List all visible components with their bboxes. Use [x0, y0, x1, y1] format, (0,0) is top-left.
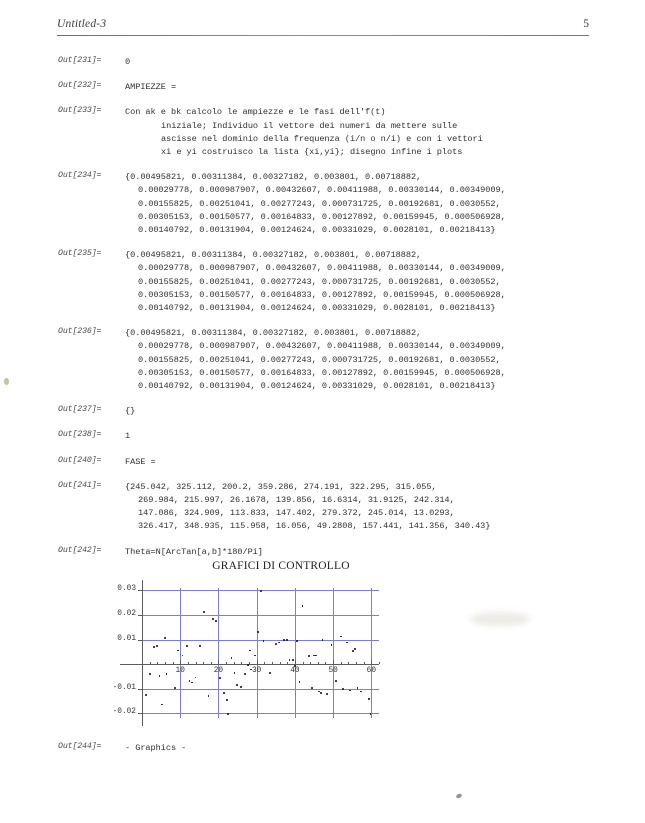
output-cell [0, 546, 645, 559]
data-point [342, 688, 344, 690]
data-point [249, 650, 251, 652]
y-axis-label: 0.03 [117, 585, 136, 594]
cell-line: 0.00305153, 0.00150577, 0.00164833, 0.00127892, 0.00159945, 0.000506928, [138, 211, 506, 222]
data-point [278, 642, 280, 644]
document-title: Untitled-3 [57, 18, 107, 30]
cell-line: xi e yi costruisco la lista {xi,yi}; disegno infine i plots [161, 147, 463, 158]
cell-label: Out[236]= [58, 327, 102, 337]
y-axis-label: 0.01 [117, 634, 136, 643]
data-point [182, 655, 184, 657]
output-cell [0, 56, 645, 69]
x-axis-label: 10 [175, 667, 185, 676]
data-point [156, 645, 158, 647]
cell-content: - Graphics - [125, 743, 187, 753]
data-point [292, 659, 294, 661]
cell-line: 0.00029778, 0.000987907, 0.00432607, 0.00411988, 0.00330144, 0.00349009, [138, 341, 506, 352]
output-cell [0, 456, 645, 469]
cell-line: 0.00155825, 0.00251041, 0.00277243, 0.000731725, 0.00192681, 0.0030552, [138, 198, 501, 209]
data-point [289, 659, 291, 661]
header-divider [57, 35, 589, 36]
output-cell [0, 481, 645, 534]
data-point [149, 673, 151, 675]
cell-content [125, 106, 645, 159]
y-axis [142, 580, 143, 726]
data-point [215, 620, 217, 622]
data-point [286, 639, 288, 641]
cell-line: 0 [125, 57, 131, 67]
output-cell [0, 249, 645, 315]
data-point [308, 655, 310, 657]
page-header [57, 18, 589, 40]
output-cell [0, 81, 645, 94]
data-point [296, 640, 298, 642]
data-point [302, 605, 304, 607]
data-point [159, 675, 161, 677]
output-cell [0, 430, 645, 443]
cell-content [125, 171, 645, 237]
data-point [257, 631, 259, 633]
data-point [153, 646, 155, 648]
cell-content [125, 249, 645, 315]
cell-line: 269.984, 215.997, 26.1678, 139.856, 16.6314, 31.9125, 242.314, [138, 495, 455, 506]
output-cell [0, 327, 645, 393]
cell-line: 0.00140792, 0.00131904, 0.00124624, 0.00331029, 0.0028101, 0.00218413} [138, 225, 496, 236]
gridline-vertical [295, 588, 296, 718]
cell-label: Out[240]= [58, 455, 102, 465]
cell-line: Theta=N[ArcTan[a,b]*180/Pi] [125, 546, 263, 557]
cell-line: AMPIEZZE = [125, 82, 177, 93]
chart-title: GRAFICI DI CONTROLLO [212, 560, 350, 572]
data-point [208, 695, 210, 697]
cell-line: 147.086, 324.909, 113.833, 147.402, 279.372, 245.014, 13.0293, [138, 508, 455, 519]
gridline-vertical [218, 588, 219, 718]
cell-label: Out[234]= [58, 171, 102, 181]
cell-content [125, 481, 645, 534]
data-point [236, 684, 238, 686]
cell-content [125, 546, 645, 559]
x-axis-minor-tick [379, 662, 380, 664]
x-axis-label: 50 [328, 667, 338, 676]
cell-label: Out[231]= [58, 56, 102, 65]
data-point [166, 673, 168, 675]
x-axis-label: 40 [290, 667, 300, 676]
data-point [231, 657, 233, 659]
cell-content [125, 405, 645, 418]
cell-content [125, 56, 645, 69]
cell-line: {} [125, 406, 136, 417]
cell-line: 0.00305153, 0.00150577, 0.00164833, 0.00127892, 0.00159945, 0.000506928, [138, 289, 506, 300]
data-point [247, 664, 249, 666]
cell-line: 0.00155825, 0.00251041, 0.00277243, 0.000731725, 0.00192681, 0.0030552, [138, 276, 501, 287]
data-point [340, 636, 342, 638]
data-point [199, 645, 201, 647]
cell-content [125, 456, 645, 469]
cell-line: 326.417, 348.935, 115.958, 16.056, 49.2808, 157.441, 141.356, 340.43} [138, 521, 491, 532]
cell-content [125, 327, 645, 393]
x-axis-label: 20 [213, 667, 224, 676]
cell-line: Con ak e bk calcolo le ampiezze e le fasi dell'f(t) [125, 107, 386, 118]
cell-line: {245.042, 325.112, 200.2, 359.286, 274.191, 322.295, 315.055, [125, 481, 437, 492]
data-point [186, 645, 188, 647]
y-axis-label: 0.02 [117, 609, 136, 618]
data-point [145, 694, 147, 696]
data-point [177, 650, 179, 652]
data-point [294, 665, 296, 667]
cell-label: Out[242]= [58, 545, 102, 555]
x-axis [120, 664, 379, 665]
cell-label: Out[238]= [58, 430, 102, 440]
data-point [368, 698, 370, 700]
cell-content [125, 81, 645, 94]
y-axis-label: -0.01 [112, 683, 136, 692]
gridline-vertical [257, 588, 258, 718]
output-cell [0, 405, 645, 418]
y-axis-label: -0.02 [112, 708, 136, 717]
scan-artifact [4, 378, 9, 385]
plot-area [112, 585, 379, 718]
notebook-output-cells [0, 56, 645, 571]
data-point [326, 693, 328, 695]
data-point [354, 648, 356, 650]
data-point [234, 672, 236, 674]
data-point [240, 686, 242, 688]
cell-line: {0.00495821, 0.00311384, 0.00327182, 0.003801, 0.00718882, [125, 172, 422, 183]
data-point [320, 692, 322, 694]
data-point [315, 655, 317, 657]
data-point [203, 611, 205, 613]
cell-content [125, 430, 645, 443]
cell-label: Out[235]= [58, 249, 102, 259]
cell-label: Out[237]= [58, 405, 102, 415]
cell-line: 0.00140792, 0.00131904, 0.00124624, 0.00331029, 0.0028101, 0.00218413} [138, 381, 496, 392]
cell-line: 0.00140792, 0.00131904, 0.00124624, 0.00331029, 0.0028101, 0.00218413} [138, 303, 496, 314]
scan-artifact [455, 793, 462, 799]
data-point [212, 618, 214, 620]
gridline-vertical [333, 588, 334, 718]
cell-label: Out[241]= [58, 480, 102, 490]
cell-label: Out[233]= [58, 106, 102, 116]
data-point [349, 690, 351, 692]
graphics-result-cell [0, 742, 645, 755]
data-point [269, 672, 271, 674]
data-point [311, 687, 313, 689]
cell-line: 0.00155825, 0.00251041, 0.00277243, 0.000731725, 0.00192681, 0.0030552, [138, 354, 501, 365]
data-point [352, 650, 354, 652]
data-point [335, 680, 337, 682]
data-point [219, 677, 221, 679]
graphics-output-cell [0, 558, 645, 738]
cell-line: {0.00495821, 0.00311384, 0.00327182, 0.003801, 0.00718882, [125, 250, 422, 261]
data-point [360, 691, 362, 693]
data-point [346, 642, 348, 644]
cell-line: iniziale; Individuo il vettore dei numeri da mettere sulle [161, 120, 458, 131]
gridline-horizontal [142, 713, 379, 714]
data-point [189, 680, 191, 682]
cell-line: 0.00029778, 0.000987907, 0.00432607, 0.00411988, 0.00330144, 0.00349009, [138, 185, 506, 196]
output-cell [0, 171, 645, 237]
cell-line: FASE = [125, 456, 156, 467]
data-point [223, 692, 225, 694]
data-point [161, 704, 163, 706]
cell-line: {0.00495821, 0.00311384, 0.00327182, 0.003801, 0.00718882, [125, 328, 422, 339]
gridline-horizontal [142, 640, 379, 641]
data-point [191, 682, 193, 684]
data-point [283, 639, 285, 641]
cell-line: 0.00029778, 0.000987907, 0.00432607, 0.00411988, 0.00330144, 0.00349009, [138, 263, 506, 274]
gridline-horizontal [142, 615, 379, 616]
page-number: 5 [583, 18, 589, 30]
data-point [260, 590, 262, 592]
scatter-plot [112, 584, 385, 726]
cell-line: 1 [125, 431, 131, 442]
cell-line: ascisse nel dominio della frequenza (i/n o n/i) e con i vettori [161, 133, 483, 144]
cell-line: 0.00305153, 0.00150577, 0.00164833, 0.00127892, 0.00159945, 0.000506928, [138, 367, 506, 378]
cell-label: Out[232]= [58, 81, 102, 91]
scan-artifact [470, 612, 530, 626]
output-cell [0, 106, 645, 159]
gridline-vertical [371, 588, 372, 718]
data-point [174, 687, 176, 689]
data-point [195, 677, 197, 679]
data-point [226, 699, 228, 701]
x-axis-label: 30 [251, 667, 262, 676]
x-axis-label: 60 [366, 667, 377, 676]
cell-label: Out[244]= [58, 742, 102, 751]
gridline-vertical [180, 588, 181, 718]
data-point [299, 681, 301, 683]
data-point [275, 643, 277, 645]
